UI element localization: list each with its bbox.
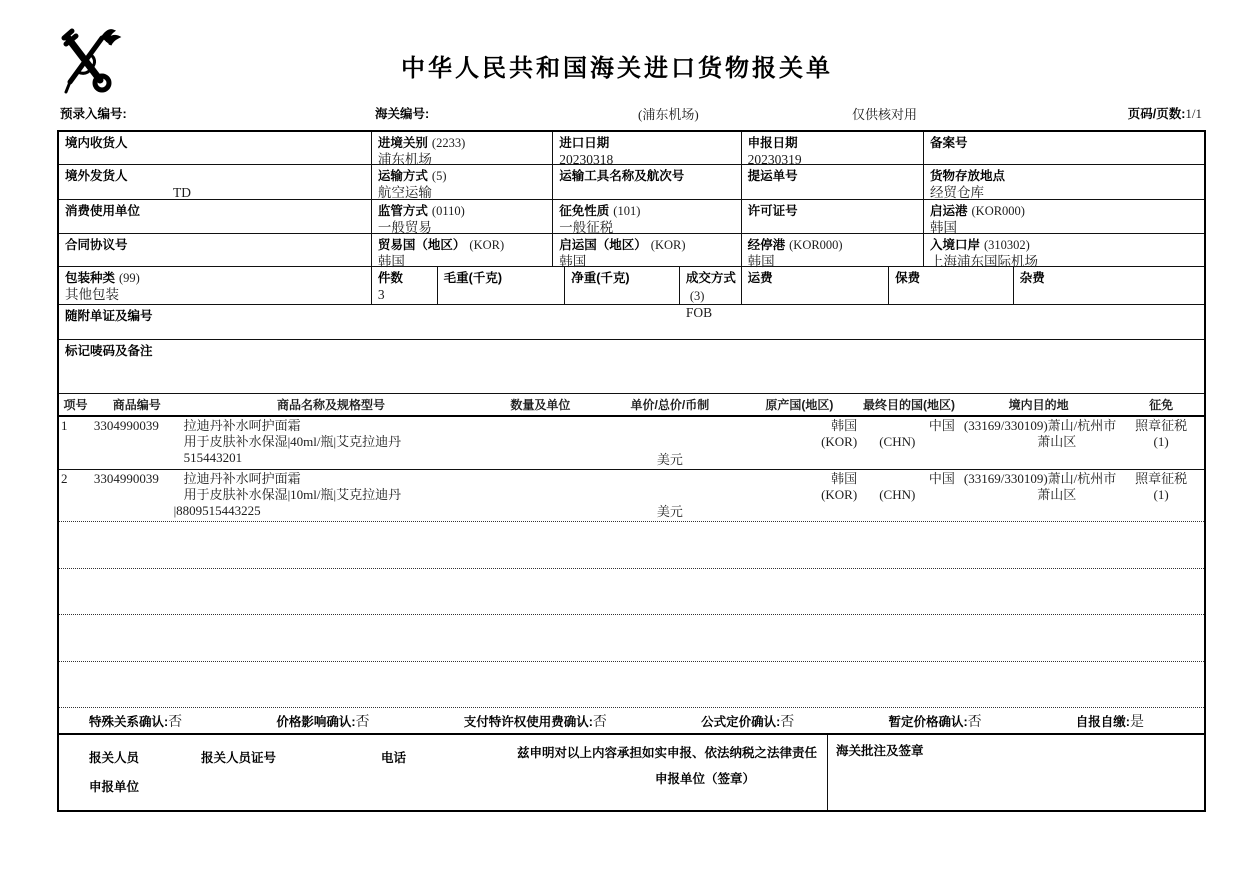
form-row-2	[59, 165, 1204, 200]
col-header-item-no: 项号	[63, 398, 88, 412]
commodity-code: 3304990039	[93, 418, 159, 433]
col-header-dest-country: 最终目的国(地区)	[863, 398, 956, 412]
price-currency: 美元	[656, 452, 683, 467]
goods-empty-row	[59, 615, 1204, 662]
goods-empty-row	[59, 569, 1204, 616]
pre-entry-no-label: 预录入编号:	[60, 107, 127, 121]
goods-empty-row	[59, 662, 1204, 709]
declare-unit-label: 申报单位	[89, 780, 140, 794]
declaration-form	[57, 130, 1206, 812]
customs-notes-block	[828, 735, 1204, 810]
field-storage-place: 货物存放地点 经贸仓库	[929, 169, 1005, 200]
col-header-origin-country: 原产国(地区)	[765, 398, 834, 412]
dest-country: 中国 (CHN)	[879, 471, 955, 502]
field-record-no: 备案号	[929, 136, 968, 150]
col-header-qty-unit: 数量及单位	[510, 398, 571, 412]
commodity-name: 拉迪丹补水呵护面霜 用于皮肤补水保湿|40ml/瓶|艾克拉迪丹 515443201	[183, 418, 402, 465]
field-import-date: 进口日期 20230318	[553, 132, 741, 164]
phone-label: 电话	[381, 751, 407, 765]
form-row-marks	[59, 340, 1204, 394]
page-number: 页码/页数:1/1	[1127, 106, 1202, 121]
field-overseas-shipper: 境外发货人 TD	[59, 165, 372, 199]
origin-country: 韩国 (KOR)	[821, 418, 858, 449]
field-declare-date: 申报日期 20230319	[742, 132, 924, 164]
col-header-domestic-dest: 境内目的地	[1008, 398, 1069, 412]
confirm-royalty-payment: 支付特许权使用费确认:否	[463, 714, 607, 730]
field-gross-weight: 毛重(千克)	[438, 267, 566, 304]
field-consignee: 境内收货人	[59, 132, 372, 164]
commodity-name: 拉迪丹补水呵护面霜 用于皮肤补水保湿|10ml/瓶|艾克拉迪丹 |8809515443225	[173, 471, 402, 518]
field-docs-attached: 随附单证及编号	[65, 309, 153, 323]
confirm-formula-pricing: 公式定价确认:否	[701, 714, 795, 730]
goods-row-2	[59, 470, 1204, 522]
declarant-label: 报关人员	[89, 751, 140, 765]
confirmation-row	[59, 708, 1204, 735]
customs-no-label: 海关编号:	[375, 107, 430, 121]
goods-table-body	[59, 417, 1204, 708]
price-currency: 美元	[656, 504, 683, 519]
confirm-special-relation: 特殊关系确认:否	[89, 714, 183, 730]
form-row-3	[59, 200, 1204, 234]
meta-row	[0, 104, 1234, 124]
field-pieces: 件数 3	[372, 267, 438, 304]
field-transit-port: 经停港 (KOR000) 韩国	[742, 234, 924, 266]
declarant-block	[59, 735, 828, 810]
field-supervision-mode: 监管方式 (0110) 一般贸易	[372, 200, 553, 233]
col-header-commodity-code: 商品编号	[112, 398, 161, 412]
col-header-tax-exemption: 征免	[1149, 398, 1174, 412]
footer-section	[59, 735, 1204, 810]
field-license-no: 许可证号	[742, 200, 924, 233]
quantity-unit	[481, 417, 601, 469]
form-row-1	[59, 132, 1204, 165]
field-freight: 运费	[742, 267, 889, 304]
field-contract-no: 合同协议号	[59, 234, 372, 266]
goods-table-header	[59, 394, 1204, 417]
item-no: 2	[61, 471, 68, 486]
field-misc-fees: 杂费	[1019, 271, 1045, 285]
goods-empty-row	[59, 522, 1204, 569]
declaration-statement: 兹申明对以上内容承担如实申报、依法纳税之法律责任	[516, 746, 817, 760]
domestic-destination: (33169/330109)萧山/杭州市 萧山区	[963, 471, 1117, 502]
origin-country: 韩国 (KOR)	[821, 471, 858, 502]
signature-label: 申报单位（签章）	[654, 772, 755, 786]
field-consumer-unit: 消费使用单位	[59, 200, 372, 233]
tax-exemption: 照章征税 (1)	[1135, 471, 1188, 502]
field-departure-country: 启运国（地区） (KOR) 韩国	[553, 234, 741, 266]
field-bill-no: 提运单号	[742, 165, 924, 199]
field-trade-terms: 成交方式(3) FOB	[680, 267, 742, 304]
field-transport-mode: 运输方式 (5) 航空运输	[372, 165, 553, 199]
form-row-docs	[59, 305, 1204, 340]
field-insurance: 保费	[889, 267, 1014, 304]
customs-notes-label: 海关批注及签章	[836, 744, 924, 758]
field-packing-type: 包装种类 (99) 其他包装	[59, 267, 372, 304]
field-entry-port: 入境口岸 (310302) 上海浦东国际机场	[929, 238, 1038, 269]
commodity-code: 3304990039	[93, 471, 159, 486]
field-transport-name: 运输工具名称及航次号	[553, 165, 741, 199]
tax-exemption: 照章征税 (1)	[1135, 418, 1188, 449]
confirm-price-impact: 价格影响确认:否	[276, 714, 370, 730]
field-trade-country: 贸易国（地区） (KOR) 韩国	[372, 234, 553, 266]
dest-country: 中国 (CHN)	[879, 418, 955, 449]
check-only-note: 仅供核对用	[852, 107, 918, 122]
quantity-unit	[481, 470, 601, 521]
page-title: 中华人民共和国海关进口货物报关单	[401, 55, 833, 82]
item-no: 1	[61, 418, 68, 433]
confirm-self-declare-pay: 自报自缴:是	[1075, 714, 1144, 730]
col-header-price-currency: 单价/总价/币制	[630, 398, 710, 412]
confirm-provisional-price: 暂定价格确认:否	[888, 714, 982, 730]
field-net-weight: 净重(千克)	[565, 267, 680, 304]
field-entry-customs: 进境关别 (2233) 浦东机场	[372, 132, 553, 164]
col-header-name-spec: 商品名称及规格型号	[277, 398, 386, 412]
goods-row-1	[59, 417, 1204, 470]
domestic-destination: (33169/330109)萧山/杭州市 萧山区	[963, 418, 1117, 449]
field-marks-notes: 标记唛码及备注	[65, 344, 153, 358]
form-row-4	[59, 234, 1204, 267]
field-departure-port: 启运港 (KOR000) 韩国	[929, 204, 1025, 235]
port-note: (浦东机场)	[638, 107, 699, 122]
field-tax-nature: 征免性质 (101) 一般征税	[553, 200, 741, 233]
declarant-id-label: 报关人员证号	[201, 751, 277, 765]
